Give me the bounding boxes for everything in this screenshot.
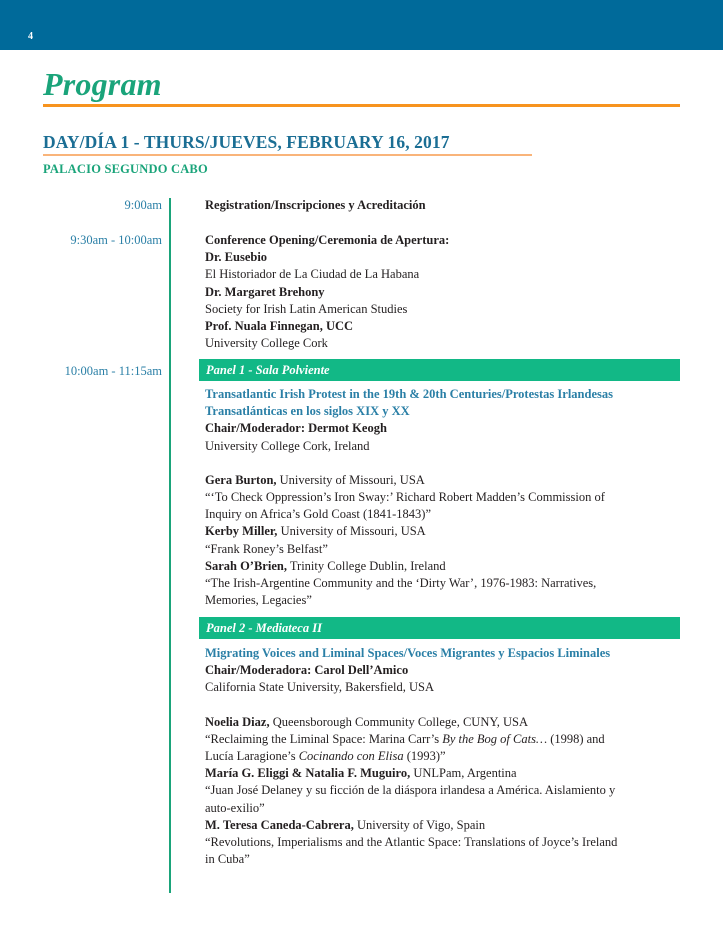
author-affiliation: Trinity College Dublin, Ireland [286, 558, 446, 573]
paper-title: in Cuba” [205, 852, 250, 867]
panel-header: Panel 1 - Sala Polviente [199, 359, 680, 381]
author-name: María G. Eliggi & Natalia F. Muguiro, [205, 766, 411, 781]
paper-entry [205, 472, 685, 489]
author-affiliation: University of Missouri, USA [276, 472, 425, 487]
speaker-name: Dr. Eusebio [205, 250, 268, 265]
author-name: Gera Burton, [205, 472, 277, 487]
timeline-line [169, 198, 171, 893]
schedule-item-registration [205, 197, 685, 214]
paper-title: “The Irish-Argentine Community and the ‘Dirty War’, 1976-1983: Narratives, [205, 576, 597, 591]
paper-entry [205, 558, 685, 575]
speaker-affiliation: El Historiador de La Ciudad de La Habana [205, 267, 420, 282]
session-title: Migrating Voices and Liminal Spaces/Voces Migrantes y Espacios Liminales [205, 646, 611, 660]
time-slot: 9:30am - 10:00am [70, 233, 162, 247]
paper-title: “Frank Roney’s Belfast” [205, 541, 328, 556]
page-title: Program [43, 66, 162, 102]
paper-title: auto-exilio” [205, 800, 265, 815]
paper-title-part: “Reclaiming the Liminal Space: Marina Carr’s [205, 731, 443, 746]
author-name: Noelia Diaz, [205, 714, 270, 729]
paper-title [205, 731, 685, 748]
speaker-name: Dr. Margaret Brehony [205, 284, 325, 299]
session-title: Transatlantic Irish Protest in the 19th & 20th Centuries/Protestas Irlandesas [205, 387, 613, 401]
time-slot: 10:00am - 11:15am [64, 364, 162, 378]
author-affiliation: Queensborough Community College, CUNY, USA [269, 714, 529, 729]
day-heading: DAY/DÍA 1 - THURS/JUEVES, FEBRUARY 16, 2017 [43, 132, 450, 152]
paper-title: “Revolutions, Imperialisms and the Atlantic Space: Translations of Joyce’s Ireland [205, 835, 618, 850]
author-name: M. Teresa Caneda-Cabrera, [205, 817, 354, 832]
author-affiliation: University of Missouri, USA [277, 524, 426, 539]
paper-title: “Juan José Delaney y su ficción de la diáspora irlandesa a América. Aislamiento y [205, 783, 616, 798]
paper-title-part: (1993)” [403, 749, 446, 764]
author-name: Kerby Miller, [205, 524, 278, 539]
time-slot: 9:00am [124, 198, 162, 212]
day-divider [43, 154, 532, 156]
paper-title: Inquiry on Africa’s Gold Coast (1841-1843)” [205, 507, 432, 522]
speaker-affiliation: University College Cork [205, 336, 328, 351]
author-affiliation: UNLPam, Argentina [410, 766, 517, 781]
chair-name: Chair/Moderadora: Carol Dell’Amico [205, 663, 409, 678]
header-band [0, 0, 723, 50]
work-title: By the Bog of Cats… [442, 731, 548, 746]
paper-entry [205, 714, 685, 731]
paper-entry [205, 765, 685, 782]
author-name: Sarah O’Brien, [205, 558, 287, 573]
chair-affiliation: California State University, Bakersfield, USA [205, 680, 435, 695]
work-title: Cocinando con Elisa [298, 749, 404, 764]
item-title: Registration/Inscripciones y Acreditación [205, 198, 426, 212]
speaker-name: Prof. Nuala Finnegan, UCC [205, 319, 354, 334]
paper-entry [205, 817, 685, 834]
paper-title [205, 748, 685, 765]
panel-1-content [205, 386, 685, 609]
page-number: 4 [28, 31, 33, 42]
paper-entry [205, 523, 685, 540]
title-divider [43, 104, 680, 107]
panel-2-content [205, 645, 685, 868]
speaker-affiliation: Society for Irish Latin American Studies [205, 301, 408, 316]
venue-label: PALACIO SEGUNDO CABO [43, 162, 208, 176]
session-title: Transatlánticas en los siglos XIX y XX [205, 404, 410, 419]
paper-title-part: Lucía Laragione’s [205, 749, 299, 764]
paper-title: “‘To Check Oppression’s Iron Sway:’ Richard Robert Madden’s Commission of [205, 490, 605, 505]
panel-header: Panel 2 - Mediateca II [199, 617, 680, 639]
item-title: Conference Opening/Ceremonia de Apertura: [205, 233, 450, 247]
paper-title-part: (1998) and [547, 731, 605, 746]
author-affiliation: University of Vigo, Spain [353, 817, 486, 832]
paper-title: Memories, Legacies” [205, 593, 312, 608]
chair-name: Chair/Moderador: Dermot Keogh [205, 421, 387, 436]
chair-affiliation: University College Cork, Ireland [205, 438, 370, 453]
schedule-item-opening [205, 232, 685, 352]
